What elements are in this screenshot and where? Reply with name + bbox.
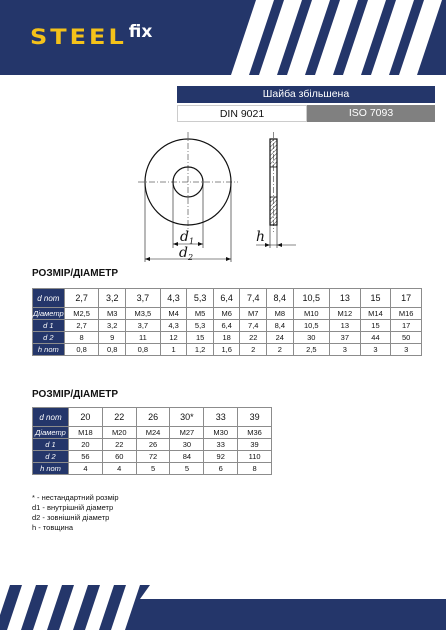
table1-cell: 11: [126, 332, 161, 344]
table2-row-header: h nom: [33, 463, 69, 475]
table2-cell: 6: [204, 463, 238, 475]
product-title: Шайба збільшена: [177, 86, 435, 103]
table1-cell: 13: [330, 320, 361, 332]
table1-cell: 6,4: [213, 320, 240, 332]
table1-cell: 1,6: [213, 344, 240, 356]
table1-row: [33, 308, 422, 320]
table1-cell: 44: [360, 332, 391, 344]
table2-cell: 4: [102, 463, 136, 475]
table1-row: [33, 320, 422, 332]
table2-cell: 26: [136, 439, 170, 451]
table1-cell: 2,5: [293, 344, 329, 356]
d1-label: d: [180, 229, 189, 245]
h-label: h: [256, 229, 266, 245]
table2-cell: 39: [238, 408, 272, 427]
footer-stripes: [0, 585, 446, 630]
note-nonstandard: * - нестандартний розмір: [32, 493, 119, 502]
table1-cell: 0,8: [126, 344, 161, 356]
table1-cell: 9: [99, 332, 126, 344]
table2-cell: 5: [136, 463, 170, 475]
table1-cell: 8: [64, 332, 99, 344]
table1-cell: M14: [360, 308, 391, 320]
table1-cell: 3: [360, 344, 391, 356]
table2-cell: 56: [69, 451, 103, 463]
table1-cell: M10: [293, 308, 329, 320]
table1-row: [33, 332, 422, 344]
table1-cell: 15: [360, 289, 391, 308]
table1-cell: 3: [330, 344, 361, 356]
table2-cell: 39: [238, 439, 272, 451]
table1-cell: 30: [293, 332, 329, 344]
header-stripes: [226, 0, 446, 75]
table1-cell: M6: [213, 308, 240, 320]
table1-cell: M5: [187, 308, 214, 320]
table1-cell: 4,3: [160, 320, 187, 332]
table1-row-header: h nom: [33, 344, 65, 356]
footer-banner: [0, 585, 446, 630]
product-title-box: [177, 86, 435, 122]
table2-cell: 30*: [170, 408, 204, 427]
table1-cell: 15: [187, 332, 214, 344]
table1-cell: 22: [240, 332, 267, 344]
table1-cell: 50: [391, 332, 422, 344]
standards-row: [177, 105, 435, 122]
table1-cell: 0,8: [64, 344, 99, 356]
table1-cell: 1,2: [187, 344, 214, 356]
table1-cell: 18: [213, 332, 240, 344]
d2-label: d: [179, 245, 188, 261]
table2-cell: 20: [69, 439, 103, 451]
standard-din: DIN 9021: [177, 105, 307, 122]
table2-row: [33, 463, 272, 475]
table2-cell: 4: [69, 463, 103, 475]
table1-cell: M8: [267, 308, 294, 320]
d2-subscript: 2: [188, 253, 194, 262]
table1-cell: M16: [391, 308, 422, 320]
table1-row: [33, 344, 422, 356]
table1-cell: 0,8: [99, 344, 126, 356]
table1-cell: M3: [99, 308, 126, 320]
section2-title: РОЗМІР/ДІАМЕТР: [32, 389, 119, 400]
table1-cell: 10,5: [293, 320, 329, 332]
table2-cell: M20: [102, 427, 136, 439]
table2-cell: 8: [238, 463, 272, 475]
table2-cell: 84: [170, 451, 204, 463]
table1-cell: 5,3: [187, 289, 214, 308]
table1-row: [33, 289, 422, 308]
table1-cell: 6,4: [213, 289, 240, 308]
table2-row: [33, 439, 272, 451]
table1-cell: 12: [160, 332, 187, 344]
table1-cell: M7: [240, 308, 267, 320]
table2-row-header: d 2: [33, 451, 69, 463]
table2-cell: 22: [102, 408, 136, 427]
table2-cell: 92: [204, 451, 238, 463]
table2-cell: 33: [204, 408, 238, 427]
logo-steel-text: STEEL: [30, 24, 127, 50]
notes: [32, 493, 119, 533]
standard-iso: ISO 7093: [307, 105, 435, 122]
table1-cell: 2,7: [64, 289, 99, 308]
table2-cell: 5: [170, 463, 204, 475]
table1-cell: 2,7: [64, 320, 99, 332]
table1-cell: 4,3: [160, 289, 187, 308]
table1-cell: 13: [330, 289, 361, 308]
table1-cell: 24: [267, 332, 294, 344]
table2-cell: M27: [170, 427, 204, 439]
table2-cell: 22: [102, 439, 136, 451]
logo-fix-text: fix: [128, 22, 153, 42]
table1-cell: 8,4: [267, 289, 294, 308]
table1-row-header: Діаметр: [33, 309, 64, 318]
table1-cell: 3,7: [126, 289, 161, 308]
note-d2: d2 - зовнішній діаметр: [32, 513, 110, 522]
d1-subscript: 1: [189, 237, 195, 246]
table2-cell: M18: [69, 427, 103, 439]
table1-cell: M3,5: [126, 308, 161, 320]
table1-row-header: d nom: [33, 289, 65, 308]
table2-row: [33, 451, 272, 463]
table1-cell: 1: [160, 344, 187, 356]
table1-cell: 15: [360, 320, 391, 332]
note-d1: d1 - внутрішній діаметр: [32, 503, 114, 512]
table2-cell: M24: [136, 427, 170, 439]
table1-cell: 3,2: [99, 289, 126, 308]
table2-cell: 20: [69, 408, 103, 427]
table1-cell: 17: [391, 289, 422, 308]
table1-cell: M2,5: [64, 308, 99, 320]
table2-cell: 72: [136, 451, 170, 463]
table2-row: [33, 427, 272, 439]
table1-cell: 5,3: [187, 320, 214, 332]
header-banner: [0, 0, 446, 75]
washer-drawing: [130, 130, 310, 262]
table1-cell: 17: [391, 320, 422, 332]
table2-row-header: d nom: [33, 408, 69, 427]
table1-cell: M12: [330, 308, 361, 320]
table1-row-header: d 2: [33, 332, 65, 344]
table2-cell: 30: [170, 439, 204, 451]
table2-cell: M30: [204, 427, 238, 439]
table1-cell: 8,4: [267, 320, 294, 332]
table2-row-header: d 1: [33, 439, 69, 451]
table2-cell: 26: [136, 408, 170, 427]
table1-cell: 7,4: [240, 289, 267, 308]
table2-cell: M36: [238, 427, 272, 439]
table2-cell: 33: [204, 439, 238, 451]
table1-cell: M4: [160, 308, 187, 320]
size-table-1: [32, 288, 422, 356]
note-h: h - товщина: [32, 523, 74, 532]
table2-row: [33, 408, 272, 427]
size-table-2: [32, 407, 272, 475]
steelfix-logo: [30, 24, 152, 49]
table1-cell: 10,5: [293, 289, 329, 308]
table2-cell: 60: [102, 451, 136, 463]
table1-cell: 3,7: [126, 320, 161, 332]
table2-row-header: Діаметр: [33, 427, 69, 439]
table1-cell: 7,4: [240, 320, 267, 332]
table1-cell: 2: [240, 344, 267, 356]
table2-cell: 110: [238, 451, 272, 463]
table1-cell: 3,2: [99, 320, 126, 332]
table1-cell: 3: [391, 344, 422, 356]
table1-row-header: d 1: [33, 320, 65, 332]
table1-cell: 37: [330, 332, 361, 344]
table1-cell: 2: [267, 344, 294, 356]
section1-title: РОЗМІР/ДІАМЕТР: [32, 268, 119, 279]
